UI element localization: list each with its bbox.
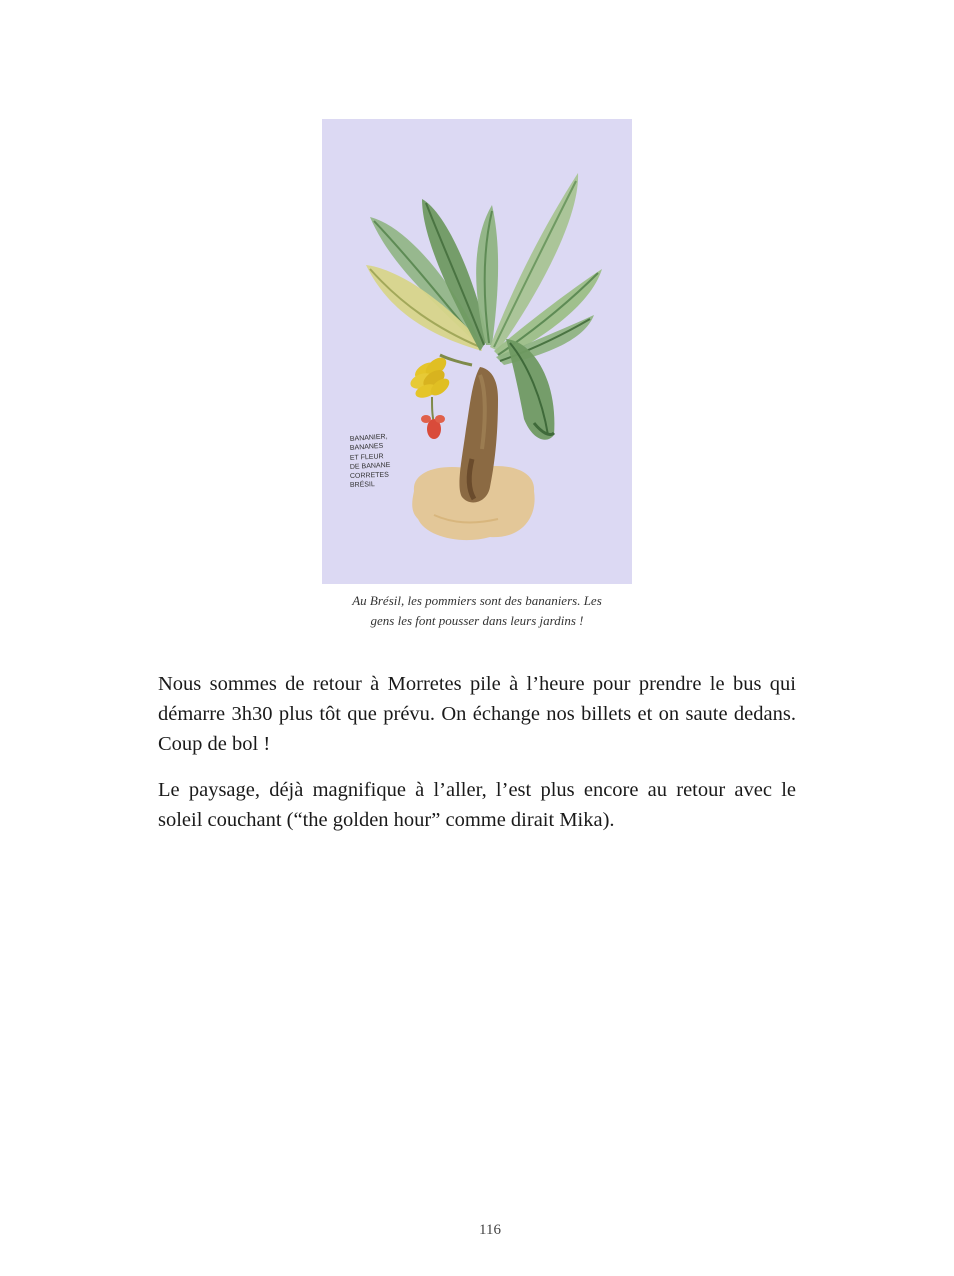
body-paragraph-2: Le paysage, déjà magnifique à l’aller, l’est plus encore au retour avec le soleil couchant (“the golden hour” comme dirait Mika). (158, 779, 796, 831)
body-paragraph-1: Nous sommes de retour à Morretes pile à l’heure pour prendre le bus qui démarre 3h30 plus tôt que prévu. On échange nos billets et on saute dedans. Coup de bol ! (158, 673, 796, 755)
banana-tree-illustration (322, 119, 632, 584)
svg-text:BRÉSIL: BRÉSIL (349, 481, 375, 489)
banana-tree-watercolor (322, 119, 632, 584)
svg-text:CORRETES: CORRETES (349, 471, 389, 480)
svg-text:DE BANANE: DE BANANE (349, 461, 391, 471)
caption-line-1: Au Brésil, les pommiers sont des bananiers. Les (352, 593, 602, 608)
svg-text:BANANES: BANANES (349, 442, 384, 452)
page-number: 116 (479, 1222, 501, 1238)
caption-line-2: gens les font pousser dans leurs jardins ! (370, 613, 584, 628)
svg-text:BANANIER,: BANANIER, (349, 433, 388, 443)
figure-caption (300, 591, 654, 631)
svg-text:ET FLEUR: ET FLEUR (349, 453, 384, 462)
